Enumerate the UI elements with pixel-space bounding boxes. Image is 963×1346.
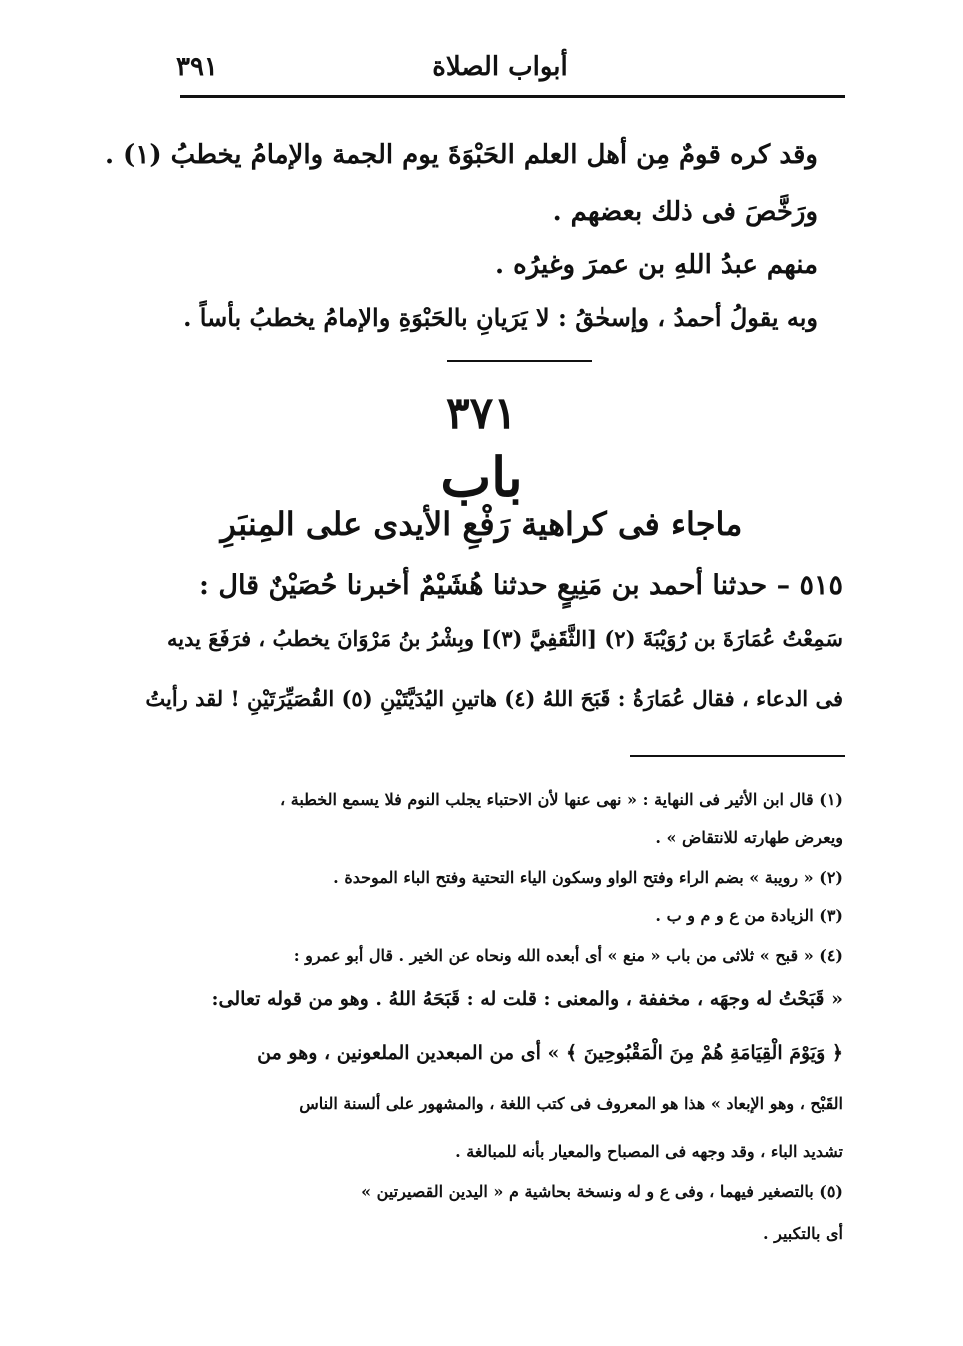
footnote-rule: [630, 755, 845, 757]
chapter-title: ماجاء فى كراهية رَفْعِ الأيدى على المِنبَرِ: [220, 505, 743, 543]
header-rule: [180, 95, 845, 98]
top-paragraph-line: ورَخَّصَ فى ذلك بعضهم .: [552, 197, 818, 227]
footnote-line: (١) قال ابن الأثير فى النهاية : « نهى عنها لأن الاحتباء يجلب النوم فلا يسمع الخطبة ،: [280, 790, 843, 809]
footnote-line: (٢) « رويبة » بضم الراء وفتح الواو وسكون الياء التحتية وفتح الباء الموحدة .: [333, 868, 843, 887]
section-divider: [447, 360, 592, 362]
chapter-number: ٣٧١: [446, 388, 517, 439]
footnote-line: ويعرض طهارته للانتقاض » .: [655, 828, 843, 847]
top-paragraph-line: وبه يقولُ أحمدُ ، وإسحٰقُ : لا يَرَيانِ بالحَبْوَةِ والإمامُ يخطبُ بأساً .: [183, 303, 818, 332]
running-header-title: أبواب الصلاة: [432, 52, 568, 82]
footnote-line: أى بالتكبير .: [762, 1224, 843, 1243]
top-paragraph-line: منهم عبدُ اللهِ بن عمرَ وغيرُه .: [494, 250, 818, 280]
footnote-line: (٥) بالتصغير فيهما ، وفى ع و له ونسخة بحاشية م « اليدين القصيرتين »: [361, 1182, 843, 1201]
footnote-line: « قَبَحْتُ له وجهَه ، مخففة ، والمعنى : قلت له : قَبَحَهُ اللهُ . وهو من قوله تعالى:: [211, 988, 843, 1010]
footnote-line: (٣) الزيادة من ع و م و ب .: [655, 906, 843, 925]
hadith-line: سَمِعْتُ عُمَارَةَ بن رُوَيْبَةَ (٢) [الثَّقَفِيَّ (٣)] وبِشْرُ بنُ مَرْوَانَ يخطبُ ، فرَفَعَ يديه: [166, 626, 843, 651]
hadith-line: فى الدعاء ، فقال عُمَارَةُ : قَبَحَ اللهُ (٤) هاتينِ اليُدَيَّتَيْنِ (٥) القُصَيِّرَتَيْنِ ! لقد رأيتُ: [145, 686, 843, 711]
footnote-line: تشديد الباء ، وقد وجهه فى المصباح والمعيار بأنه للمبالغة .: [455, 1142, 843, 1161]
page-number: ٣٩١: [176, 52, 218, 82]
footnote-line: ﴿ وَيَوْمَ الْقِيَامَةِ هُمْ مِنَ الْمَقْبُوحِينَ ﴾ » أى من المبعدين الملعونين ، وهو من: [257, 1042, 843, 1064]
hadith-line: ٥١٥ – حدثنا أحمد بن مَنِيعٍ حدثنا هُشَيْمٌ أخبرنا حُصَيْنٌ قال :: [198, 570, 843, 601]
chapter-label: باب: [440, 445, 523, 509]
footnote-line: (٤) « قبح » ثلاثى من باب « منع » أى أبعده الله ونحاه عن الخير . قال أبو عمرو :: [293, 946, 843, 965]
footnote-line: القَبْح ، وهو الإبعاد » هذا هو المعروف فى كتب اللغة ، والمشهور على ألسنة الناس: [299, 1094, 843, 1113]
top-paragraph-line: وقد كره قومٌ مِن أهل العلم الحَبْوَةَ يوم الجمة والإمامُ يخطبُ (١) .: [104, 140, 818, 170]
